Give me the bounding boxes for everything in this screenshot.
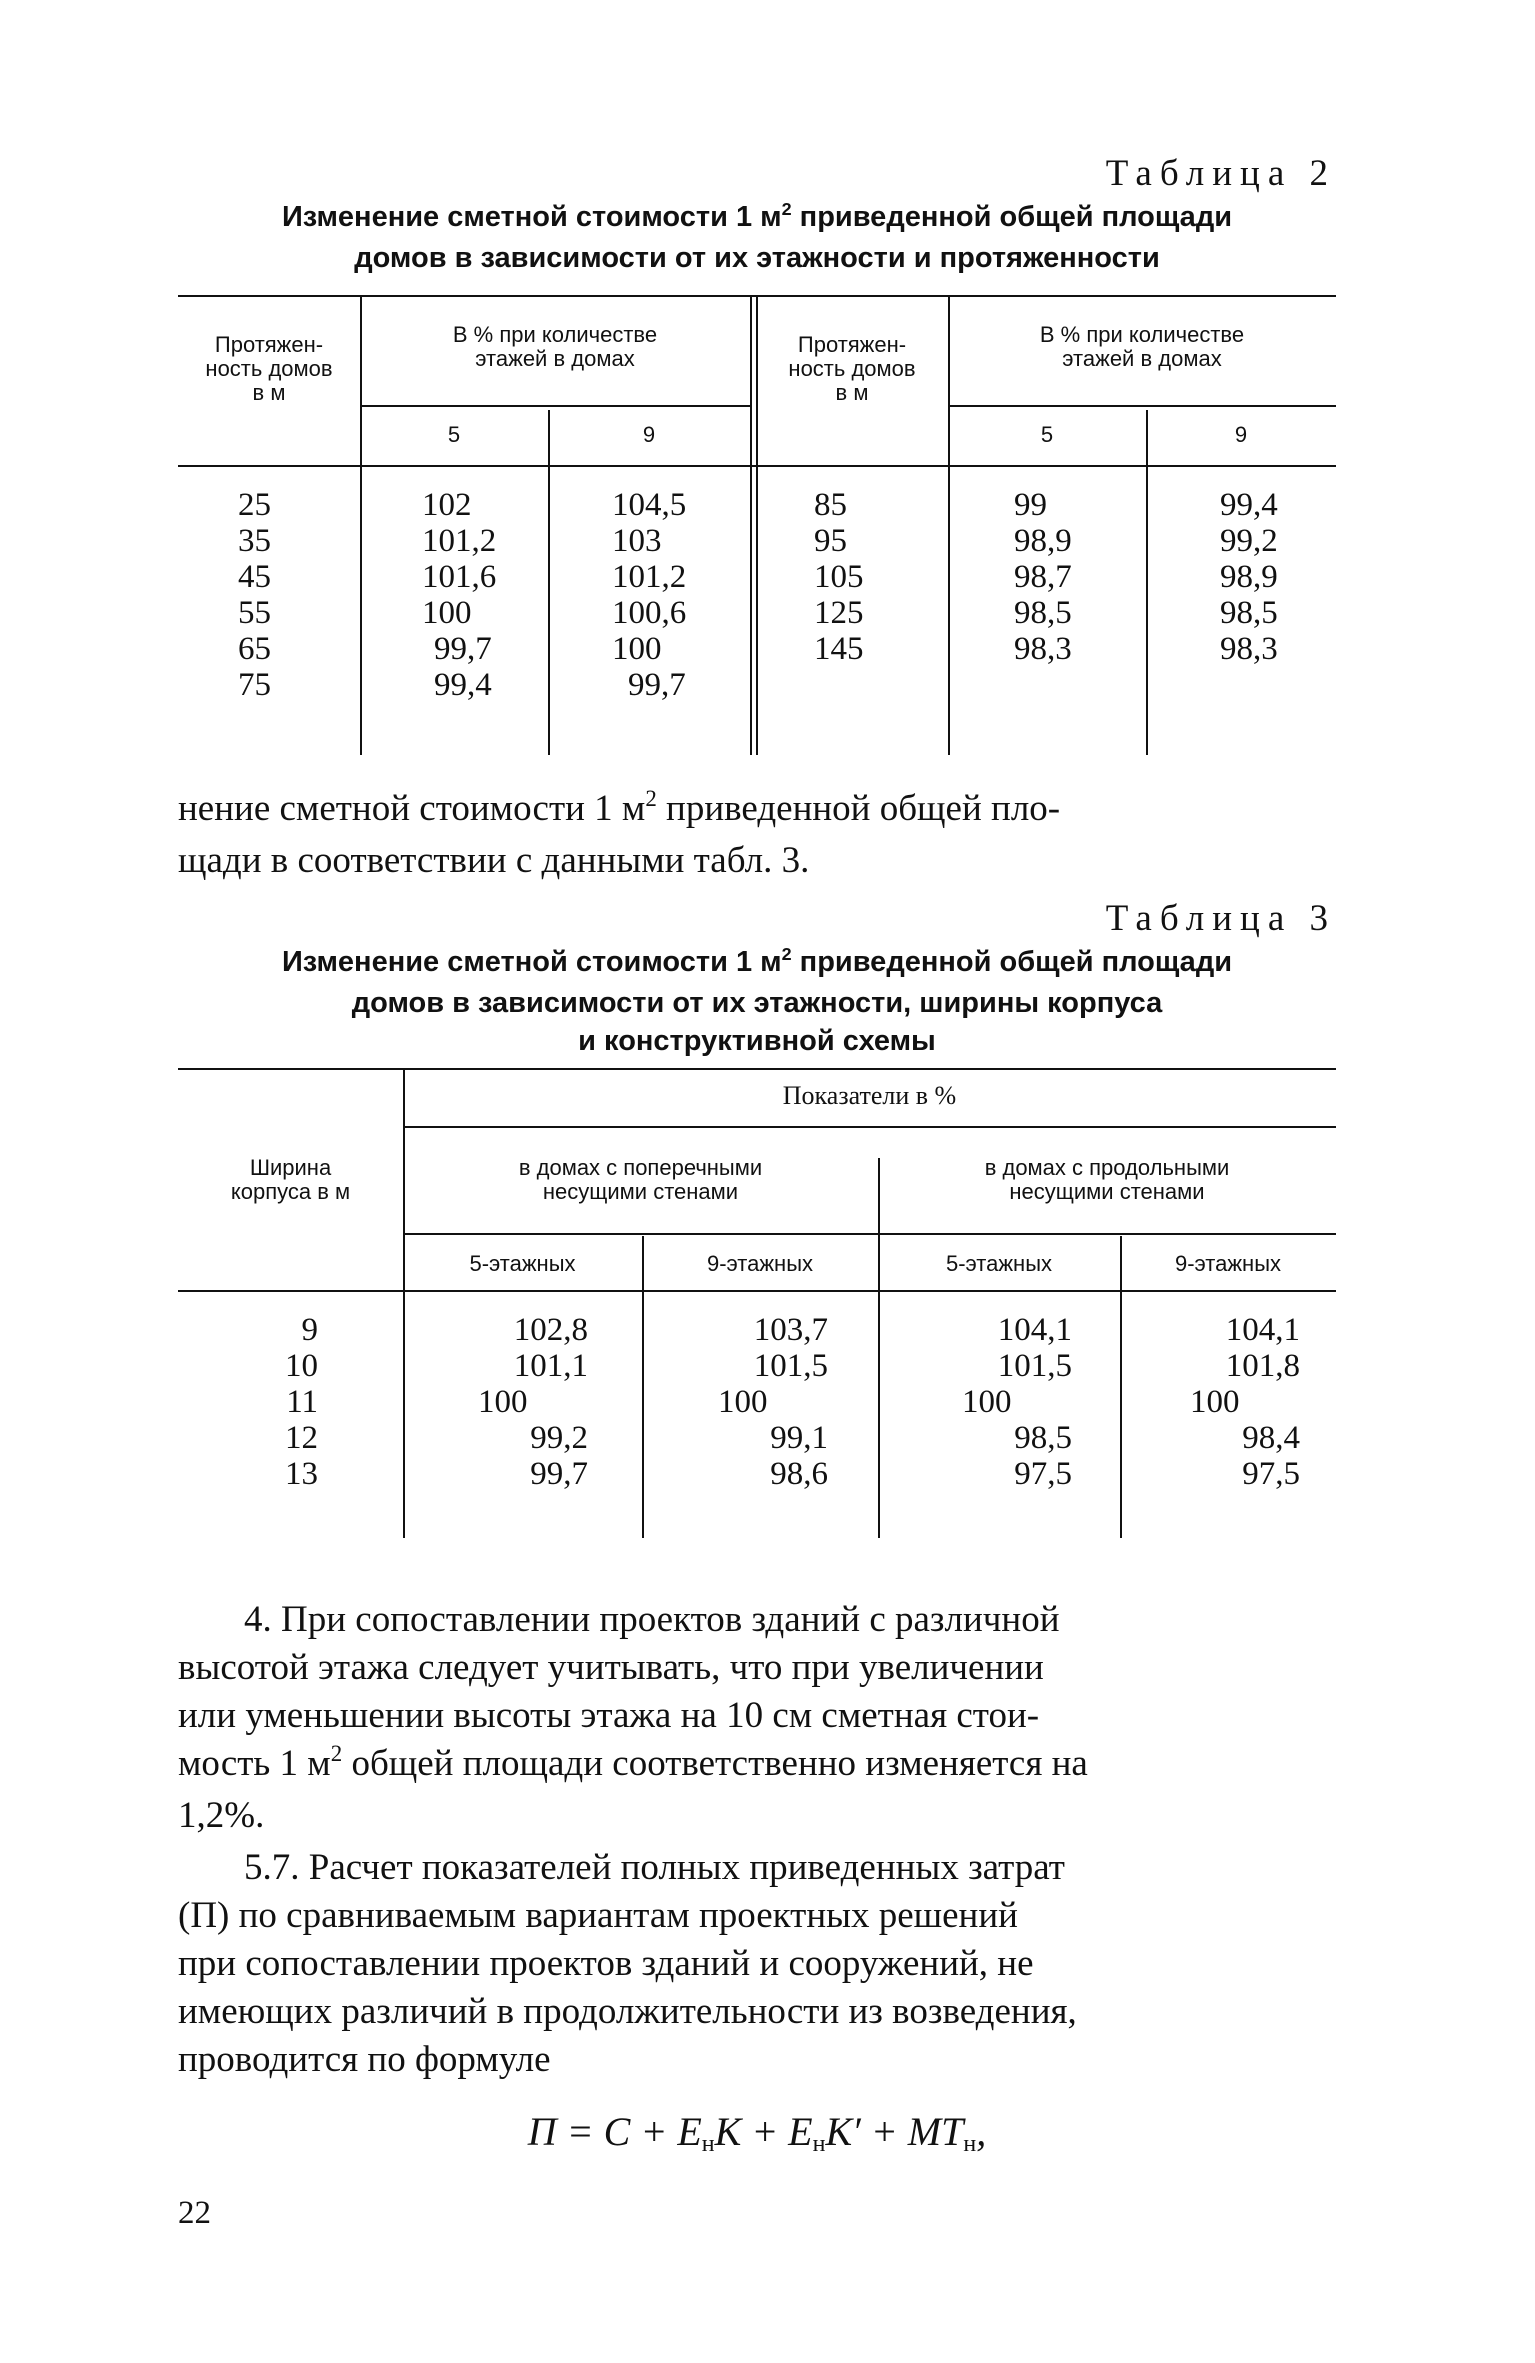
divider: [642, 1236, 644, 1538]
table3-header-width: Ширина корпуса в м: [230, 1155, 351, 1204]
table2-header-length-right: Протяжен- ность домов в м: [788, 332, 916, 405]
table3: [178, 1068, 1336, 1558]
paragraph-5-7: 5.7. Расчет показателей полных приведенных затрат (П) по сравниваемым вариантам проектных решений при сопоставлении проектов зданий и сооружений, не имеющих различий в продолжительности из возведения, проводится по формуле: [178, 1847, 1077, 2080]
divider: [403, 1233, 1336, 1235]
table2-col-5-left: 102 101,2 101,6 100 99,7 99,4: [422, 487, 497, 703]
paragraph-4: 4. При сопоставлении проектов зданий с различной высотой этажа следует учитывать, что при увеличении или уменьшении высоты этажа на 10 см сметная стои- мость 1 $м^2$ общей площади соответственно изменяется на 1,2%.: [178, 1599, 1088, 1836]
table2-title: Изменение сметной стоимости 1 $м^2$ приведенной общей площади домов в зависимости от их этажности и протяженности: [281, 199, 1233, 274]
table2-header-percent-right: В % при количестве этажей в домах: [1039, 322, 1245, 371]
table2-col-5-right: 99 98,9 98,7 98,5 98,3: [1014, 487, 1072, 667]
table3-header-trans-5: 5-этажных: [469, 1251, 576, 1276]
table2-header-5-left: 5: [447, 422, 461, 447]
table3-header-transverse: в домах с поперечными несущими стенами: [518, 1155, 763, 1204]
table3-header-longitudinal: в домах с продольными несущими стенами: [984, 1155, 1230, 1204]
page-content: [178, 150, 1336, 2168]
divider: [1146, 410, 1148, 755]
divider: [403, 1126, 1336, 1128]
table3-header-long-5: 5-этажных: [945, 1251, 1053, 1276]
table3-col-width: 9 10 11 12 13: [285, 1312, 318, 1492]
table2-header-5-right: 5: [1040, 422, 1054, 447]
table2-header-9-left: 9: [642, 422, 656, 447]
table2-number: Таблица 2: [1105, 153, 1336, 194]
table3-col-long-5: 104,1 101,5 100 98,5 97,5: [962, 1312, 1072, 1492]
table2-col-9-left: 104,5 103 101,2 100,6 100 99,7: [612, 487, 687, 703]
table2-col-length-left: 25 35 45 55 65 75: [238, 487, 271, 703]
formula: П = С + ЕнК + ЕнК′ + МТн,: [527, 2109, 987, 2157]
table2: [178, 295, 1336, 775]
table3-header-long-9: 9-этажных: [1174, 1251, 1282, 1276]
table2-col-9-right: 99,4 99,2 98,9 98,5 98,3: [1220, 487, 1278, 667]
page-number: 22: [178, 2195, 211, 2231]
table3-top-rule: [178, 1068, 1336, 1070]
table3-col-long-9: 104,1 101,8 100 98,4 97,5: [1190, 1312, 1300, 1492]
table2-header-9-right: 9: [1234, 422, 1248, 447]
divider: [1120, 1236, 1122, 1538]
divider: [548, 410, 550, 755]
table3-header-indicators: Показатели в %: [782, 1081, 957, 1110]
divider: [948, 405, 1336, 407]
table2-header-length-left: Протяжен- ность домов в м: [205, 332, 333, 405]
table2-col-length-right: 85 95 105 125 145: [814, 487, 864, 667]
table3-header-trans-9: 9-этажных: [706, 1251, 814, 1276]
table3-col-trans-9: 103,7 101,5 100 99,1 98,6: [718, 1312, 828, 1492]
table2-header-percent-left: В % при количестве этажей в домах: [452, 322, 658, 371]
divider: [750, 295, 752, 755]
table3-col-trans-5: 102,8 101,1 100 99,2 99,7: [478, 1312, 588, 1492]
divider: [403, 1068, 405, 1538]
paragraph-continuation: нение сметной стоимости 1 $м^2$ приведенной общей пло- щади в соответствии с данными табл. 3.: [178, 786, 1061, 881]
table3-header-rule: [178, 1290, 1336, 1292]
divider: [878, 1158, 880, 1538]
table3-title: Изменение сметной стоимости 1 $м^2$ приведенной общей площади домов в зависимости от их этажности, ширины корпуса и конструктивной схемы: [281, 944, 1233, 1057]
divider: [360, 405, 750, 407]
table3-number: Таблица 3: [1105, 898, 1336, 939]
